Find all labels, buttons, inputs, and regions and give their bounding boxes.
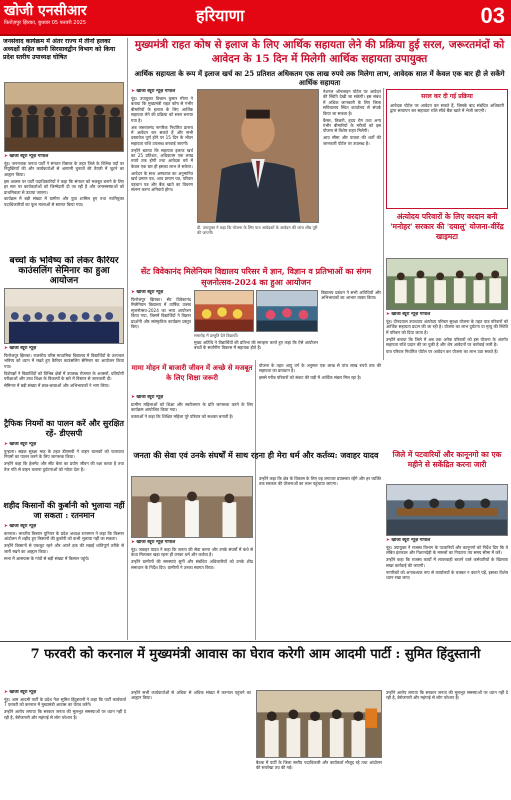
- seminar-photo: [4, 288, 124, 344]
- school-photo-caption: समारोह में प्रस्तुति देते विद्यार्थी।: [194, 333, 239, 338]
- dateline: फ़िरोज़पुर झिरका, बुधवार 05 फरवरी 2025: [4, 20, 87, 26]
- antyodaya-body: नूंह। दीनदयाल उपाध्याय अंत्योदय परिवार सुरक्षा योजना के तहत पात्र परिवारों को आर्थिक सहायता प्रदान की जा रही है। योजना का लाभ दुर्घटना या मृत्यु की स्थिति में परिवार को दिया जाता है। उन्होंने बताया कि जिले में अब तक अनेक परिवारों को इस योजना के अंतर्गत सहायता राशि प्रदान की जा चुकी है और शेष आवेदनों पर कार्रवाई जारी है। पात्र परिवार निर्धारित पोर्टल पर आवेदन कर योजना का लाभ उठा सकते हैं।: [386, 319, 508, 355]
- patwari-body: नूंह। उपायुक्त ने राजस्व विभाग के पटवारियों और कानूनगो को निर्देश दिए कि वे लंबित इंतकाल और निशानदेही के मामलों का निपटारा तय समय सीमा में करें। उन्होंने कहा कि राजस्व कार्यों में लापरवाही बरतने वाले कर्मचारियों के खिलाफ सख्त कार्रवाई की जाएगी। नागरिकों को अनावश्यक रूप से कार्यालयों के चक्कर न काटने पड़ें, इसका विशेष ध्यान रखा जाए।: [386, 545, 508, 581]
- lead-byline: खोजी ब्यूरो न्यूज़ गोपाल: [136, 89, 176, 94]
- column-divider: [255, 360, 256, 640]
- pin-icon: ➤: [4, 346, 10, 351]
- martyrs-body: करनाल। भारतीय किसान यूनियन के प्रदेश अध्यक्ष रतनमान ने कहा कि किसान आंदोलन में शहीद हुए किसानों की कुर्बानी को कभी भुलाया नहीं जा सकता। उन्होंने किसानों से एकजुट रहने और अपने हक की लड़ाई शांतिपूर्ण तरीके से जारी रखने का आह्वान किया। सभा में आसपास के गांवों से बड़ी संख्या में किसान पहुंचे।: [4, 531, 124, 561]
- school-byline: खोजी ब्यूरो न्यूज़: [136, 290, 164, 295]
- jawahar-body-col2: उन्होंने कहा कि क्षेत्र के विकास के लिए वह लगातार प्रयासरत रहेंगे और हर व्यक्ति तक सरकार की योजनाओं का लाभ पहुंचाया जाएगा।: [259, 476, 381, 487]
- school-photo-2: [256, 290, 318, 332]
- martyrs-headline: शहीद किसानों की कुर्बानी को भुलाया नहीं जा सकता : रतनमान: [3, 500, 125, 520]
- masthead: [0, 0, 511, 34]
- antyodaya-headline: अंत्योदय परिवारों के लिए वरदान बनी 'मनोहर' सरकार की 'दयालु' योजना-वीरेंद्र खाइमटा: [390, 212, 504, 241]
- bottom-body-col1: नूंह। आम आदमी पार्टी के प्रदेश नेता सुमित हिंदुस्तानी ने कहा कि पार्टी कार्यकर्ता 7 फरवरी को करनाल में मुख्यमंत्री आवास का घेराव करेंगे। उन्होंने आरोप लगाया कि सरकार जनता की मूलभूत समस्याओं पर ध्यान नहीं दे रही है, बेरोजगारी और महंगाई से लोग परेशान हैं।: [4, 697, 126, 720]
- lead-photo-official: [197, 89, 319, 223]
- column-divider: [383, 88, 384, 360]
- page-number: 03: [480, 3, 505, 28]
- lead-headline: मुख्यमंत्री राहत कोष से इलाज के लिए आर्थिक सहायता लेने की प्रक्रिया हुई सरल, जरूरतमंदों को आवेदन के 15 दिन में मिलेगी आर्थिक सहायता उपायुक्त: [134, 39, 505, 65]
- masthead-rule: [0, 34, 511, 36]
- lead-photo-caption: डी. उपायुक्त ने कहा कि योजना के लिए पात्र आवेदकों के आवेदन की जांच शीघ्र पूरी की जाएगी।: [197, 225, 318, 236]
- school-body-col1: फिरोजपुर झिरका। सेंट विवेकानंद मिलेनियम विद्यालय में वार्षिक उत्सव सृजनोत्सव-2024 का भव्य आयोजन किया गया, जिसमें विद्यार्थियों ने विज्ञान प्रदर्शनी और सांस्कृतिक कार्यक्रम प्रस्तुत किए।: [131, 297, 191, 330]
- bottom-body-col3: बैठक में पार्टी के जिला स्तरीय पदाधिकारी और कार्यकर्ता मौजूद रहे तथा आंदोलन की रूपरेखा तय की गई।: [256, 760, 382, 771]
- pin-icon: ➤: [131, 395, 137, 400]
- top-left-headline: जनसंवाद कार्यक्रम में अंतर राज्य में तीनों हलका अध्यक्षों सहित कानी सिरसावद्वीन विभाग को किया प्रदेश स्तरीय उपाध्यक्ष घोषित: [3, 38, 116, 61]
- traffic-byline: खोजी ब्यूरो न्यूज़: [9, 442, 37, 447]
- school-body-col3: विद्यालय प्रबंधन ने सभी अतिथियों और अभिभावकों का आभार व्यक्त किया।: [321, 290, 381, 301]
- antyodaya-byline: खोजी ब्यूरो न्यूज़ गोपाल: [391, 312, 431, 317]
- traffic-body: पुन्हाना। सड़क सुरक्षा माह के तहत डीएसपी ने वाहन चालकों को यातायात नियमों का पालन करने के लिए जागरूक किया। उन्होंने कहा कि हेलमेट और सीट बेल्ट का प्रयोग जीवन की रक्षा करता है तथा तेज गति से वाहन चलाना दुर्घटनाओं को न्योता देता है।: [4, 449, 124, 472]
- antyodaya-photo: [386, 258, 508, 310]
- bottom-photo: [256, 690, 382, 758]
- top-left-body: नूंह। जननायक जनता पार्टी ने संगठन विस्तार के तहत जिले के विभिन्न पदों पर नियुक्तियाँ की और कार्यकर्ताओं से आगामी चुनावों की तैयारी में जुटने का आह्वान किया। इस अवसर पर पार्टी पदाधिकारियों ने कहा कि संगठन को मजबूत बनाने के लिए हर स्तर पर कार्यकर्ताओं को जिम्मेदारी दी जा रही है और जनसमस्याओं को प्राथमिकता से उठाया जाएगा। कार्यक्रम में बड़ी संख्या में ग्रामीण और युवा शामिल हुए तथा नवनियुक्त पदाधिकारियों का फूल मालाओं से स्वागत किया गया।: [4, 161, 124, 207]
- pin-icon: ➤: [386, 538, 392, 543]
- lead-box-body: आवेदक पोर्टल पर आवेदन कर सकते हैं, जिसके बाद संबंधित अधिकारी द्वारा सत्यापन कर सहायता राशि सीधे बैंक खाते में भेजी जाएगी।: [390, 103, 504, 114]
- seminar-byline: खोजी ब्यूरो न्यूज़: [9, 346, 37, 351]
- jawahar-byline: खोजी ब्यूरो न्यूज़ गोपाल: [136, 540, 176, 545]
- top-left-byline: खोजी ब्यूरो न्यूज़ गोपाल: [9, 154, 49, 159]
- lead-body-col3: नेशनल ऑनलाइन पोर्टल पर आवेदन की स्थिति देखी जा सकेगी। इस संबंध में अधिक जानकारी के लिए जिला सचिवालय स्थित कार्यालय से संपर्क किया जा सकता है। कैंसर, किडनी, हृदय रोग तथा अन्य गंभीर बीमारियों के मरीजों को इस योजना से विशेष राहत मिलेगी। आय सीमा और पात्रता की शर्तों की जानकारी पोर्टल पर उपलब्ध है।: [323, 89, 381, 146]
- bottom-headline: 7 फरवरी को करनाल में मुख्यमंत्री आवास का घेराव करेगी आम आदमी पार्टी : सुमित हिंदुस्तानी: [30, 647, 481, 662]
- pin-icon: ➤: [4, 154, 10, 159]
- seminar-headline: बच्चों के भविष्य को लेकर कैरियर काउंसलिंग सेमिनार का हुआ आयोजन: [9, 256, 119, 286]
- school-headline: सेंट विवेकानंद मिलेनियम विद्यालय परिसर में ज्ञान, विज्ञान व प्रतिभाओं का संगम सृजनोत्सव-2024 का हुआ आयोजन: [140, 266, 372, 287]
- patwari-headline: जिले में पटवारियों और कानूनगो का एक महीने से सकेंद्रित करना जारी: [392, 450, 502, 469]
- bottom-body-col4: उन्होंने आरोप लगाया कि सरकार जनता की मूलभूत समस्याओं पर ध्यान नहीं दे रही है, बेरोजगारी और महंगाई से लोग परेशान हैं।: [386, 690, 508, 701]
- pin-icon: ➤: [131, 89, 137, 94]
- pin-icon: ➤: [131, 290, 137, 295]
- martyrs-byline: खोजी ब्यूरो न्यूज़: [9, 524, 37, 529]
- bottom-byline: खोजी ब्यूरो न्यूज़: [9, 690, 37, 695]
- bottom-body-col2: उन्होंने सभी कार्यकर्ताओं से अधिक से अधिक संख्या में करनाल पहुंचने का आह्वान किया।: [131, 690, 251, 701]
- mother-body: ग्रामीण महिलाओं को शिक्षा और स्वरोजगार के प्रति जागरूक करने के लिए कार्यक्रम आयोजित किया गया। वक्ताओं ने कहा कि शिक्षित महिला पूरे परिवार को सशक्त बनाती है।: [131, 402, 253, 420]
- jawahar-photo: [131, 476, 253, 538]
- antyodaya-body-cont: योजना के तहत आयु वर्ग के अनुसार एक लाख से पांच लाख रुपये तक की सहायता का प्रावधान है। इससे गरीब परिवारों को संकट की घड़ी में आर्थिक संबल मिल रहा है।: [259, 363, 381, 381]
- mother-headline: मामा मोहन में बाजारी जीवन में अच्छे से मजबूत के लिए शिक्षा जरूरी: [131, 363, 253, 382]
- section-rule: [0, 641, 511, 642]
- section-title: हरियाणा: [196, 6, 245, 25]
- column-divider: [127, 38, 128, 640]
- lead-body-col1: नूंह। उपायुक्त विश्राम कुमार मीणा ने बताया कि मुख्यमंत्री राहत कोष से गंभीर बीमारियों के इलाज के लिए आर्थिक सहायता लेने की प्रक्रिया को सरल बनाया गया है। अब जरूरतमंद नागरिक निर्धारित प्रारूप में आवेदन कर सकते हैं और सभी दस्तावेज पूर्ण होने पर 15 दिन के भीतर सहायता राशि उपलब्ध करवाई जाएगी। उन्होंने बताया कि सहायता इलाज खर्च का 25 प्रतिशत, अधिकतम एक लाख रुपये तक होगी तथा आवेदक वर्ष में केवल एक बार ही इसका लाभ ले सकेगा। आवेदन के साथ अस्पताल का अनुमानित खर्च प्रमाण पत्र, आय प्रमाण पत्र, परिवार पहचान पत्र और बैंक खाते का विवरण संलग्न करना अनिवार्य होगा।: [131, 96, 193, 192]
- lead-box-label: सरल कर दी गई प्रक्रिया: [421, 93, 473, 100]
- mother-byline: खोजी ब्यूरो न्यूज़: [136, 395, 164, 400]
- jawahar-body-col1: नूंह। जवाहर यादव ने कहा कि जनता की सेवा करना और उनके संघर्षों में कंधे से कंधा मिलाकर खड़ा रहना ही उनका धर्म और कर्तव्य है। उन्होंने ग्रामीणों की समस्याएं सुनीं और संबंधित अधिकारियों को उनके शीघ्र समाधान के निर्देश दिए। ग्रामीणों ने उनका स्वागत किया।: [131, 547, 253, 570]
- patwari-byline: खोजी ब्यूरो न्यूज़ गोपाल: [391, 538, 431, 543]
- newspaper-logo: खोजी एनसीआर: [4, 3, 87, 19]
- pin-icon: ➤: [131, 540, 137, 545]
- school-body-col2: मुख्य अतिथि ने विद्यार्थियों की प्रतिभा की सराहना करते हुए कहा कि ऐसे आयोजन बच्चों के सर्वांगीण विकास में सहायक होते हैं।: [194, 340, 318, 351]
- traffic-headline: ट्रैफिक नियमों का पालन करें और सुरक्षित रहें- डीएसपी: [4, 418, 124, 438]
- jawahar-headline: जनता की सेवा एवं उनके संघर्षों में साथ रहना ही मेरा धर्म और कर्तव्य: जवाहर यादव: [133, 450, 379, 460]
- pin-icon: ➤: [386, 312, 392, 317]
- school-photo-1: [194, 290, 254, 332]
- seminar-body: फिरोजपुर झिरका। राजकीय वरिष्ठ माध्यमिक विद्यालय में विद्यार्थियों के उज्ज्वल भविष्य को ध्यान में रखते हुए कैरियर काउंसलिंग सेमिनार का आयोजन किया गया। विशेषज्ञों ने विद्यार्थियों को विभिन्न क्षेत्रों में उपलब्ध रोजगार के अवसरों, प्रतियोगी परीक्षाओं और उच्च शिक्षा के विकल्पों के बारे में विस्तार से जानकारी दी। सेमिनार में बड़ी संख्या में छात्र-छात्राओं और अभिभावकों ने भाग लिया।: [4, 353, 124, 389]
- pin-icon: ➤: [4, 690, 10, 695]
- pin-icon: ➤: [4, 442, 10, 447]
- top-left-photo: [4, 82, 124, 152]
- pin-icon: ➤: [4, 524, 10, 529]
- lead-subhead: आर्थिक सहायता के रूप में इलाज खर्च का 25 प्रतिशत अधिकतम एक लाख रुपये तक मिलेगा लाभ, आवेदक साल में केवल एक बार ही ले सकेंगे आर्थिक सहायता: [134, 69, 505, 87]
- patwari-photo: [386, 484, 508, 536]
